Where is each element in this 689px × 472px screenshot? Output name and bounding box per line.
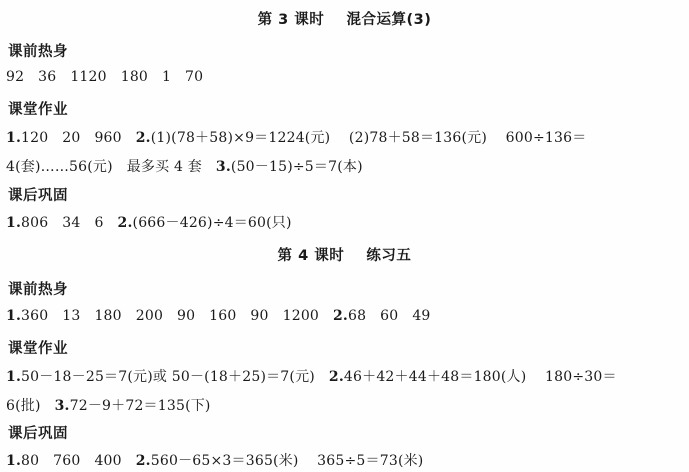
answer-text: 4(套)……56(元) 最多买 4 套: [6, 159, 216, 175]
lesson3-warmup-heading: 课前热身: [8, 44, 68, 60]
lesson3-homework-heading: 课后巩固: [8, 188, 68, 204]
lesson4-warmup-line1: [6, 308, 686, 324]
answer-text: 6(批): [6, 398, 55, 414]
item-number: 1.: [6, 308, 22, 324]
answer-text: (1)(78＋58)×9＝1224(元) (2)78＋58＝136(元) 600÷136＝: [150, 130, 587, 146]
lesson3-homework-line1: [6, 212, 686, 232]
item-number: 1.: [6, 453, 22, 469]
answer-text: 560－65×3＝365(米) 365÷5＝73(米): [150, 453, 424, 469]
answer-text: 120 20 960: [21, 130, 136, 146]
lesson3-warmup-answers: 92 36 1120 180 1 70: [6, 69, 204, 85]
lesson4-title: 第 4 课时 练习五: [277, 248, 412, 264]
lesson4-homework-line1: [6, 450, 686, 470]
answer-text: 50－18－25＝7(元)或 50－(18＋25)＝7(元): [21, 369, 329, 385]
item-number: 3.: [215, 159, 231, 175]
lesson4-classwork-line2: [6, 395, 686, 415]
item-number: 2.: [135, 130, 151, 146]
item-number: 2.: [117, 215, 133, 231]
lesson4-classwork-line1: [6, 366, 686, 386]
lesson3-classwork-heading: 课堂作业: [8, 102, 68, 118]
item-number: 3.: [54, 398, 70, 414]
answer-text: 806 34 6: [21, 215, 118, 231]
item-number: 2.: [135, 453, 151, 469]
lesson3-classwork-line1: [6, 127, 686, 147]
item-number: 1.: [6, 369, 22, 385]
answer-text: 360 13 180 200 90 160 90 1200: [21, 308, 333, 324]
answer-text: 72－9＋72＝135(下): [69, 398, 211, 414]
lesson4-warmup-heading: 课前热身: [8, 282, 68, 298]
item-number: 1.: [6, 130, 22, 146]
answer-text: 68 60 49: [348, 308, 431, 324]
item-number: 2.: [332, 308, 348, 324]
answer-text: 80 760 400: [21, 453, 136, 469]
item-number: 1.: [6, 215, 22, 231]
lesson3-title: 第 3 课时 混合运算(3): [257, 12, 432, 28]
lesson4-homework-heading: 课后巩固: [8, 426, 68, 442]
item-number: 2.: [328, 369, 344, 385]
answer-text: 46＋42＋44＋48＝180(人) 180÷30＝: [343, 369, 617, 385]
lesson4-classwork-heading: 课堂作业: [8, 341, 68, 357]
lesson3-classwork-line2: [6, 156, 686, 176]
answer-text: (666－426)÷4＝60(只): [132, 215, 292, 231]
answer-text: (50－15)÷5＝7(本): [230, 159, 363, 175]
